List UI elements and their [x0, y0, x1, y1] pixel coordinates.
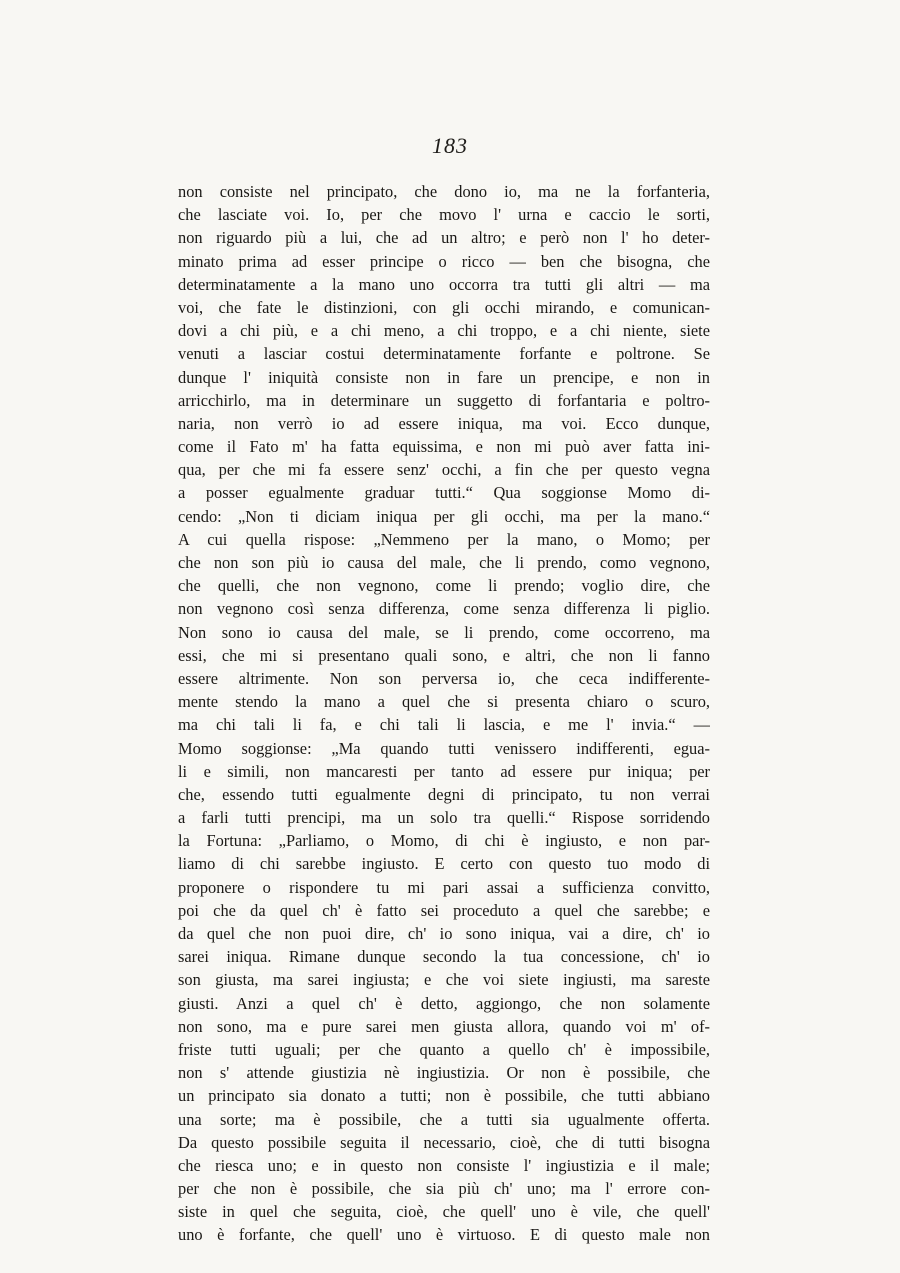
text-line: non sono, ma e pure sarei men giusta allora, quando voi m' of-	[178, 1016, 710, 1036]
text-line: ma chi tali li fa, e chi tali li lascia, e me l' invia.“ —	[178, 715, 710, 735]
text-line: naria, non verrò io ad essere iniqua, ma voi. Ecco dunque,	[178, 413, 710, 433]
text-line: come il Fato m' ha fatta equissima, e non mi può aver fatta ini-	[178, 437, 710, 457]
text-line: liamo di chi sarebbe ingiusto. E certo con questo tuo modo di	[178, 854, 710, 874]
text-line: siste in quel che seguita, cioè, che quell' uno è vile, che quell'	[178, 1202, 710, 1222]
text-line: proponere o rispondere tu mi pari assai a sufficienza convitto,	[178, 877, 710, 897]
text-line: mente stendo la mano a quel che si presenta chiaro o scuro,	[178, 692, 710, 712]
text-line: la Fortuna: „Parliamo, o Momo, di chi è ingiusto, e non par-	[178, 831, 710, 851]
text-line: Momo soggionse: „Ma quando tutti venissero indifferenti, egua-	[178, 738, 710, 758]
body-text	[178, 180, 710, 1247]
text-line: che non son più io causa del male, che li prendo, como vegnono,	[178, 553, 710, 572]
text-line: Da questo possibile seguita il necessario, cioè, che di tutti bisogna	[178, 1132, 710, 1152]
text-line: a posser egualmente graduar tutti.“ Qua soggionse Momo di-	[178, 483, 710, 503]
text-line: arricchirlo, ma in determinare un suggetto di forfantaria e poltro-	[178, 390, 710, 410]
text-line: cendo: „Non ti diciam iniqua per gli occhi, ma per la mano.“	[178, 506, 710, 526]
text-line: un principato sia donato a tutti; non è possibile, che tutti abbiano	[178, 1086, 710, 1106]
text-line: A cui quella rispose: „Nemmeno per la mano, o Momo; per	[178, 529, 710, 549]
text-line: venuti a lasciar costui determinatamente forfante e poltrone. Se	[178, 344, 710, 364]
text-line: da quel che non puoi dire, ch' io sono iniqua, vai a dire, ch' io	[178, 924, 710, 943]
text-line: a farli tutti prencipi, ma un solo tra quelli.“ Rispose sorridendo	[178, 808, 710, 828]
text-line: che lasciate voi. Io, per che movo l' urna e caccio le sorti,	[178, 205, 710, 225]
text-line: voi, che fate le distinzioni, con gli occhi mirando, e comunican-	[178, 297, 710, 317]
text-line: giusti. Anzi a quel ch' è detto, aggiongo, che non solamente	[178, 993, 710, 1013]
text-line: dunque l' iniquità consiste non in fare un prencipe, e non in	[178, 367, 710, 387]
text-line: che riesca uno; e in questo non consiste l' ingiustizia e il male;	[178, 1155, 710, 1175]
text-line: son giusta, ma sarei ingiusta; e che voi siete ingiusti, ma sareste	[178, 970, 710, 990]
text-line: una sorte; ma è possibile, che a tutti sia ugualmente offerta.	[178, 1109, 710, 1129]
text-line: per che non è possibile, che sia più ch' uno; ma l' errore con-	[178, 1179, 710, 1199]
text-line: non vegnono così senza differenza, come senza differenza li piglio.	[178, 599, 710, 619]
page-number: 183	[432, 133, 468, 158]
text-line: li e simili, non mancaresti per tanto ad essere pur iniqua; per	[178, 761, 710, 781]
text-line: friste tutti uguali; per che quanto a quello ch' è impossibile,	[178, 1039, 710, 1059]
text-line: dovi a chi più, e a chi meno, a chi troppo, e a chi niente, siete	[178, 321, 710, 341]
text-line: sarei iniqua. Rimane dunque secondo la tua concessione, ch' io	[178, 947, 710, 967]
text-line: non riguardo più a lui, che ad un altro; e però non l' ho deter-	[178, 228, 710, 248]
text-line: uno è forfante, che quell' uno è virtuoso. E di questo male non	[178, 1225, 710, 1245]
text-line: essi, che mi si presentano quali sono, e altri, che non li fanno	[178, 645, 710, 665]
text-line: non s' attende giustizia nè ingiustizia. Or non è possibile, che	[178, 1063, 710, 1083]
text-line: Non sono io causa del male, se li prendo, come occorreno, ma	[178, 622, 710, 642]
text-line: determinatamente a la mano uno occorra tra tutti gli altri — ma	[178, 274, 710, 294]
text-line: poi che da quel ch' è fatto sei proceduto a quel che sarebbe; e	[178, 900, 710, 920]
text-line: minato prima ad esser principe o ricco — ben che bisogna, che	[178, 251, 710, 271]
text-line: non consiste nel principato, che dono io, ma ne la forfanteria,	[178, 182, 710, 201]
text-line: essere altrimente. Non son perversa io, che ceca indifferente-	[178, 668, 710, 688]
text-line: qua, per che mi fa essere senz' occhi, a fin che per questo vegna	[178, 460, 710, 480]
text-line: che, essendo tutti egualmente degni di principato, tu non verrai	[178, 784, 710, 804]
text-line: che quelli, che non vegnono, come li prendo; voglio dire, che	[178, 576, 710, 596]
